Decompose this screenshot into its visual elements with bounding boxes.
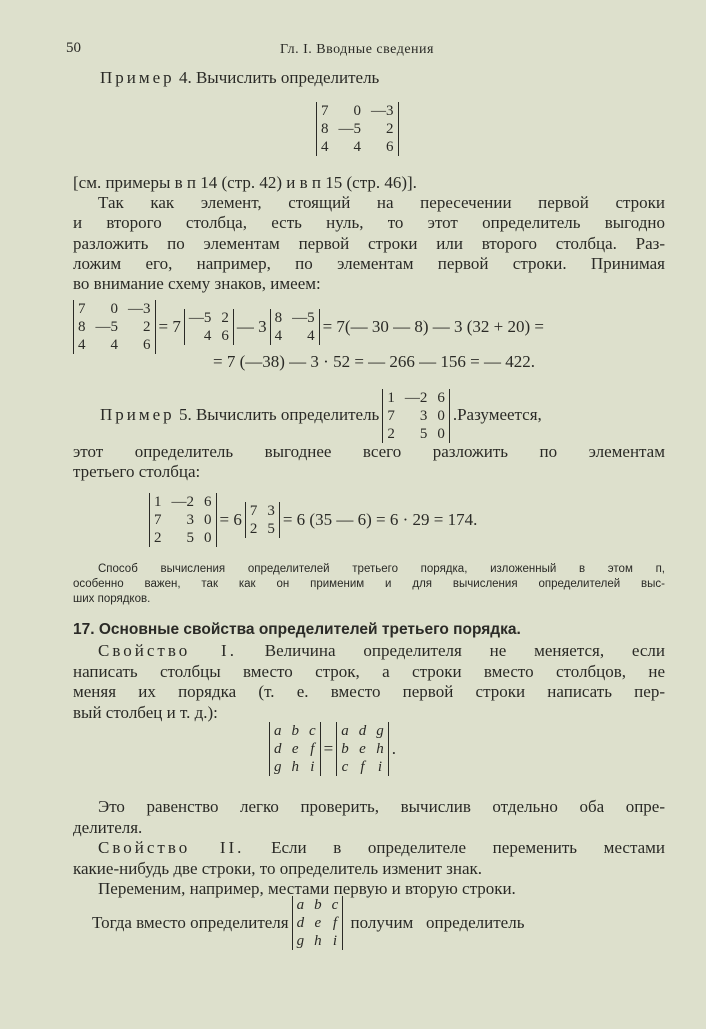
determinant-entry: 4 (78, 337, 86, 353)
determinant (292, 896, 344, 950)
determinant-entry: 4 (203, 328, 212, 344)
determinant-entry: —5 (188, 310, 212, 326)
text-line: Свойство II. Если в определителе переменить местами (98, 838, 665, 857)
text-line: написать столбцы вместо строк, а строки вместо столбцов, не (73, 661, 665, 681)
determinant-entry: 0 (204, 512, 212, 528)
determinant-entry: 2 (154, 530, 162, 546)
determinant-entry: 2 (386, 121, 394, 137)
determinant-entry: e (291, 741, 299, 757)
swap-example-row (92, 896, 524, 950)
determinant-entry: e (314, 915, 322, 931)
determinant-entry: 8 (78, 319, 86, 335)
example5-text: 5. Вычислить определитель (174, 405, 380, 424)
determinant-entry: 7 (78, 301, 86, 317)
determinant-entry: b (291, 723, 299, 739)
determinant-entry: g (274, 759, 282, 775)
text-line: во внимание схему знаков, имеем: (73, 274, 321, 294)
transpose-equation (266, 722, 396, 776)
text-line: и второго столбца, есть нуль, то этот определитель выгодно (73, 213, 665, 233)
text-line: Так как элемент, стоящий на пересечении первой строки (98, 193, 665, 212)
text-line: делителя. (73, 818, 143, 837)
determinant-entry: f (332, 915, 338, 931)
equation-text: = 6 (219, 510, 242, 529)
determinant-entry: i (310, 759, 315, 775)
determinant-entry: 6 (437, 390, 445, 406)
equation-text: Тогда вместо определителя (92, 913, 289, 932)
determinant-entry: d (274, 741, 282, 757)
example4-title (100, 68, 379, 88)
determinant-entry: —5 (338, 121, 361, 137)
determinant-entry: 5 (419, 426, 428, 442)
determinant-entry: 8 (321, 121, 329, 137)
example5-equation (146, 493, 477, 547)
determinant-entry: —2 (404, 390, 428, 406)
determinant (270, 309, 320, 345)
determinant-entry: c (341, 759, 349, 775)
determinant-entry: 2 (143, 319, 151, 335)
swap-sentence: Переменим, например, местами первую и вторую строки. (98, 879, 516, 898)
text-line: ших порядков. (73, 593, 151, 605)
determinant-entry: 7 (321, 103, 329, 119)
determinant (316, 102, 399, 156)
determinant-entry: 6 (143, 337, 151, 353)
determinant-entry: 6 (221, 328, 229, 344)
equation-text: . (391, 739, 397, 758)
determinant-entry: 8 (274, 310, 283, 326)
determinant-entry: a (341, 723, 349, 739)
determinant-entry: 7 (249, 503, 258, 519)
determinant-entry: 2 (221, 310, 229, 326)
determinant-entry: 4 (353, 139, 361, 155)
determinant-entry: 5 (267, 521, 275, 537)
determinant-entry: i (377, 759, 383, 775)
text-line: Способ вычисления определителей третьего порядка, изложенный в этом п, (98, 563, 665, 575)
determinant-entry: a (274, 723, 282, 739)
text-line: какие-нибудь две строки, то определитель изменит знак. (73, 858, 483, 878)
section-17-heading: 17. Основные свойства определителей третьего порядка. (73, 621, 521, 638)
equation-text: = (323, 739, 334, 758)
determinant-entry: 7 (387, 408, 395, 424)
determinant-entry: —3 (371, 103, 394, 119)
page-number: 50 (66, 40, 81, 56)
text-line: ложим его, например, по элементам первой строки. Принимая (73, 253, 665, 273)
example5-row (100, 387, 542, 443)
determinant-entry: 7 (154, 512, 162, 528)
example4-reference: [см. примеры в п 14 (стр. 42) и в п 15 (стр. 46)]. (73, 173, 417, 192)
determinant-entry: —5 (95, 319, 118, 335)
determinant-entry: 0 (110, 301, 118, 317)
equation-text: = 6 (35 — 6) = 6 · 29 = 174. (282, 510, 478, 529)
determinant-entry: f (310, 741, 315, 757)
determinant-entry: 0 (353, 103, 361, 119)
example5-determinant (379, 387, 453, 443)
determinant (184, 309, 234, 345)
text-line: особенно важен, так как он применим и для вычисления определителей выс- (73, 578, 665, 590)
determinant-entry: 0 (437, 408, 445, 424)
determinant-entry: 6 (386, 139, 394, 155)
determinant (245, 502, 280, 538)
determinant-entry: g (376, 723, 384, 739)
determinant-entry: 1 (154, 494, 162, 510)
determinant-entry: —5 (292, 310, 315, 326)
text-line: меняя их порядка (т. е. вместо первой строки написать пер- (73, 682, 665, 701)
text-line: Это равенство легко проверить, вычислив отдельно оба опре- (98, 797, 665, 816)
example4-equation-1 (70, 300, 544, 354)
determinant-entry: d (358, 723, 367, 739)
determinant (382, 389, 450, 443)
determinant-entry: 2 (387, 426, 395, 442)
equation-text: = 7 (158, 317, 181, 336)
equation-text: = 7(— 30 — 8) — 3 (32 + 20) = (322, 317, 545, 336)
determinant-entry: 2 (249, 521, 258, 537)
determinant-entry: d (296, 915, 305, 931)
example4-determinant (313, 102, 402, 156)
determinant-entry: 4 (307, 328, 315, 344)
determinant-entry: 0 (437, 426, 445, 442)
example4-label: Пример (100, 68, 175, 87)
text-line: третьего столбца: (73, 462, 201, 481)
determinant-entry: g (296, 933, 305, 949)
determinant (73, 300, 156, 354)
determinant-entry: 4 (274, 328, 283, 344)
running-title: Гл. I. Вводные сведения (280, 42, 434, 57)
determinant-entry: c (309, 723, 316, 739)
text-line: Свойство I. Величина определителя не меняется, если (98, 641, 666, 660)
determinant-entry: h (314, 933, 322, 949)
determinant-entry: b (341, 741, 349, 757)
determinant-entry: h (291, 759, 299, 775)
text-line: вый столбец и т. д.): (73, 702, 218, 722)
determinant-entry: 1 (387, 390, 395, 406)
determinant-entry: 4 (110, 337, 118, 353)
example5-after: .Разумеется, (452, 405, 542, 424)
determinant-entry: i (332, 933, 338, 949)
equation-text: — 3 (236, 317, 267, 336)
determinant-entry: 5 (186, 530, 194, 546)
example5-label: Пример (100, 405, 175, 424)
determinant-entry: e (359, 741, 366, 757)
determinant-entry: —3 (128, 301, 151, 317)
determinant-entry: —2 (171, 494, 194, 510)
determinant-entry: 3 (267, 503, 275, 519)
determinant-entry: c (331, 897, 339, 913)
example4-text: 4. Вычислить определитель (174, 68, 380, 87)
equation-text: получим определитель (346, 913, 525, 932)
determinant-entry: 0 (204, 530, 212, 546)
determinant-entry: 4 (321, 139, 329, 155)
determinant-entry: a (296, 897, 305, 913)
determinant-entry: 6 (204, 494, 212, 510)
determinant-entry: 3 (419, 408, 428, 424)
determinant-entry: b (314, 897, 322, 913)
example4-equation-2: = 7 (—38) — 3 · 52 = — 266 — 156 = — 422. (213, 352, 535, 371)
determinant-entry: f (360, 759, 365, 775)
determinant-entry: h (376, 741, 384, 757)
text-line: этот определитель выгоднее всего разложить по элементам (73, 442, 665, 461)
text-line: разложить по элементам первой строки или второго столбца. Раз- (73, 233, 665, 253)
determinant (269, 722, 321, 776)
determinant-entry: 3 (186, 512, 194, 528)
determinant (336, 722, 389, 776)
determinant (149, 493, 217, 547)
